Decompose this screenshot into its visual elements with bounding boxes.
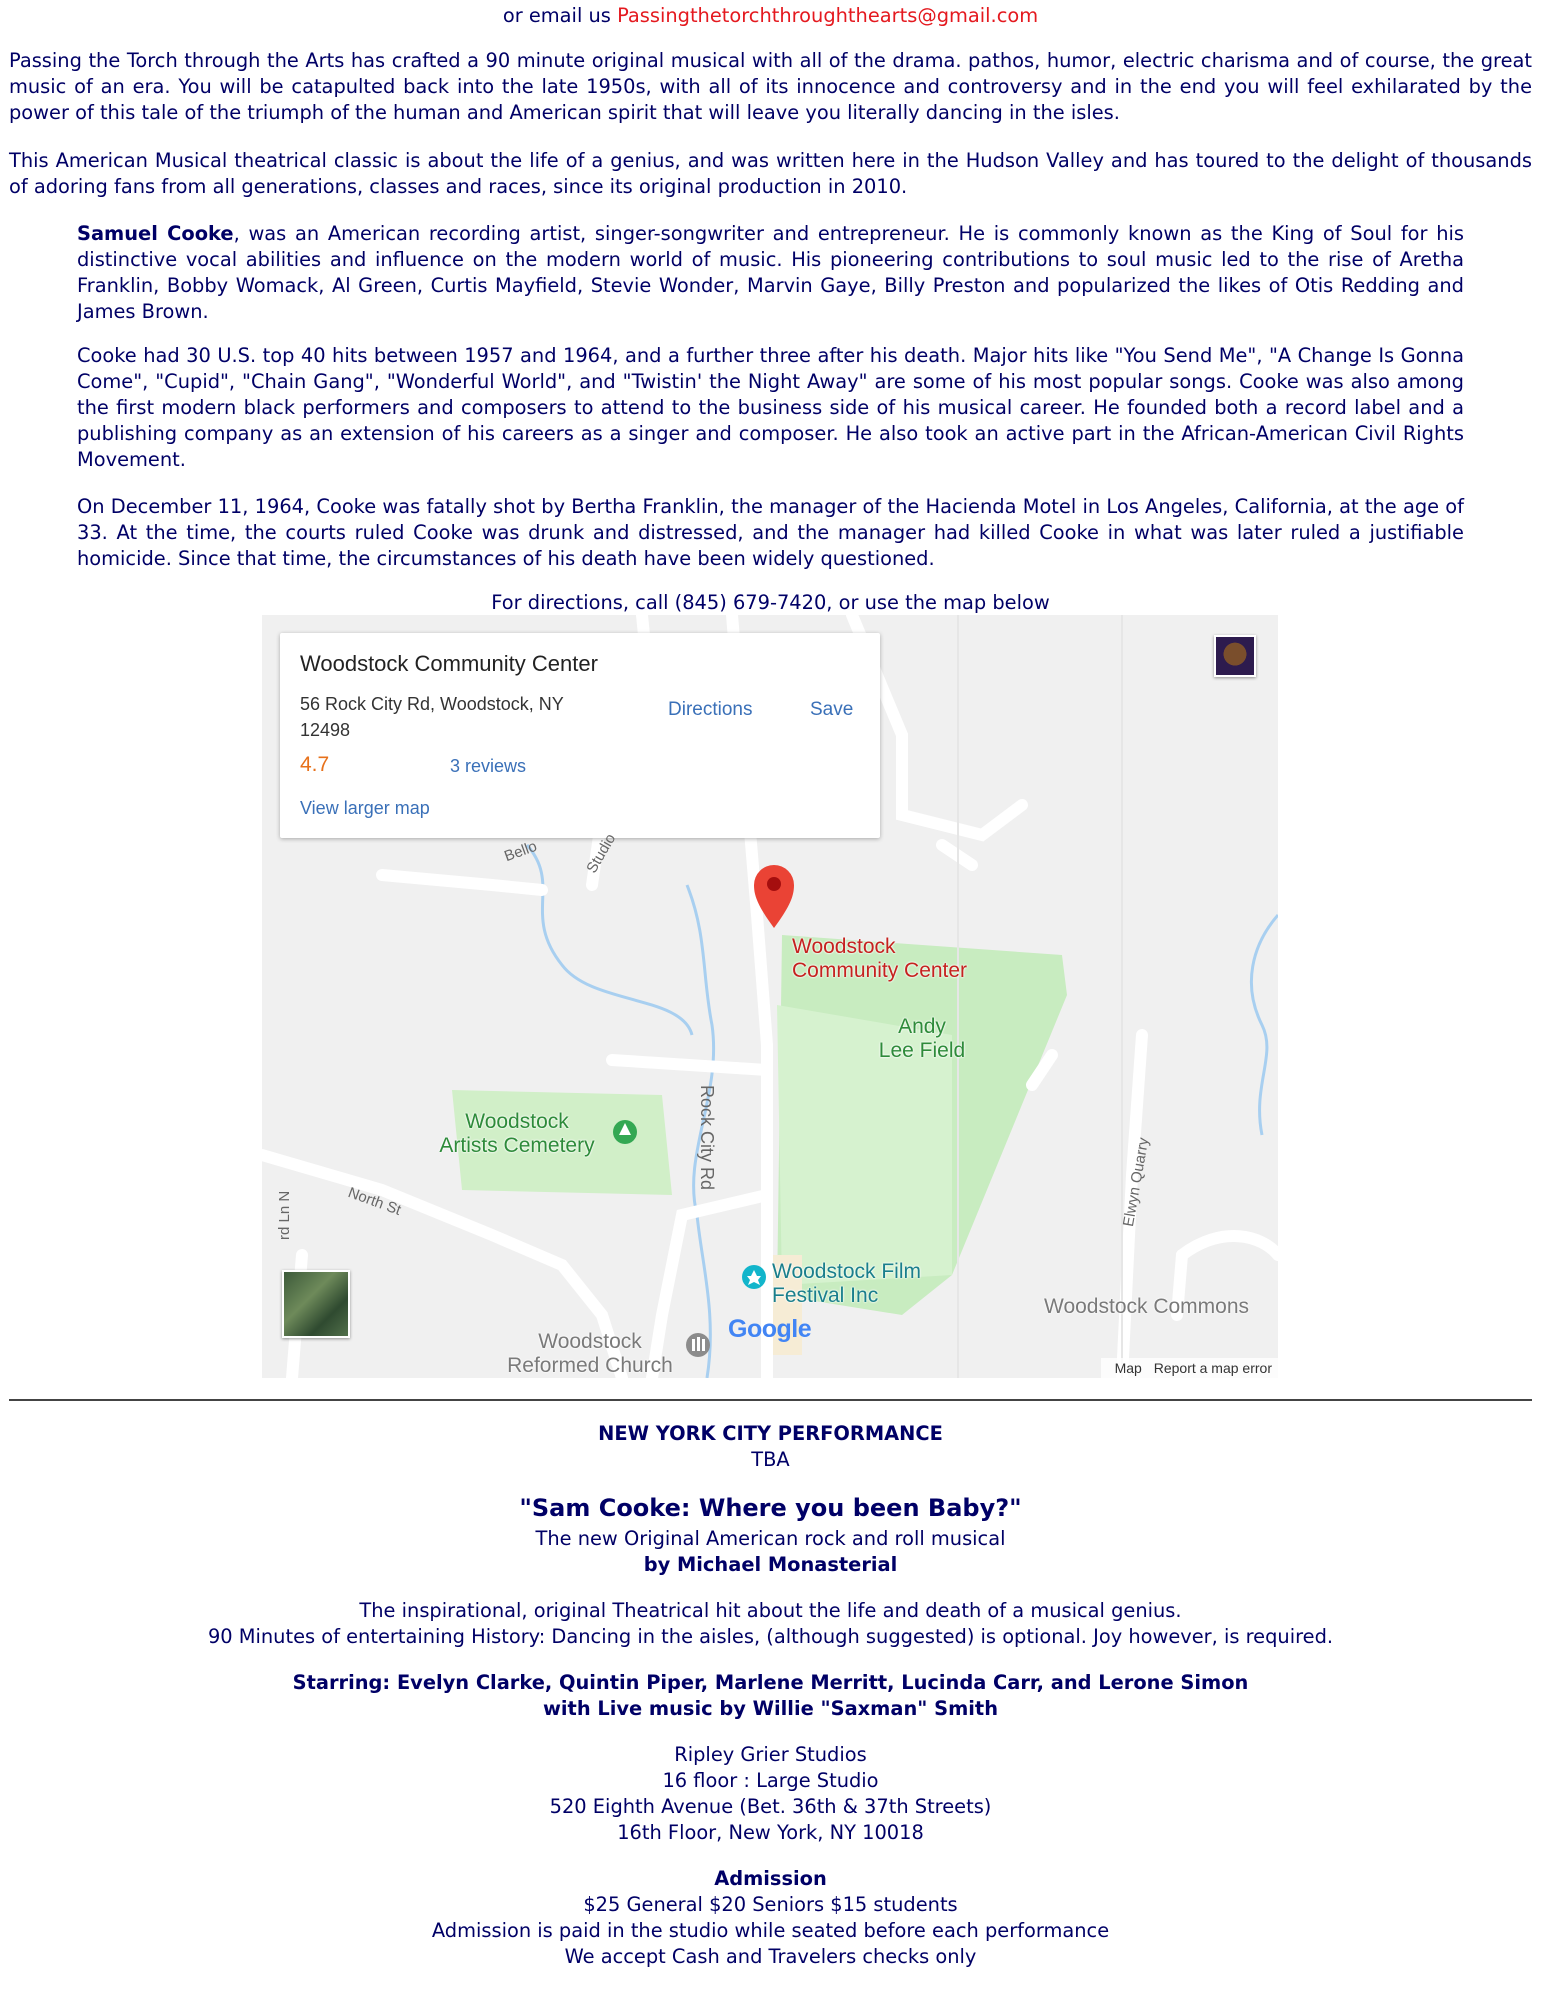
street-studio: Studio [583, 830, 620, 877]
street-north-st: North St [345, 1184, 404, 1219]
label-film-festival[interactable] [772, 1260, 921, 1308]
label-community-center[interactable] [792, 935, 967, 983]
stream [527, 845, 692, 1035]
report-map-error-link[interactable]: Report a map error [1153, 1360, 1272, 1376]
street-ln-n: rd Ln N [276, 1190, 293, 1240]
email-link[interactable]: Passingthetorchthroughthearts@gmail.com [617, 4, 1039, 27]
street-rock-city-rd: Rock City Rd [697, 1085, 717, 1191]
show-description-2: 90 Minutes of entertaining History: Dancing in the aisles, (although suggested) is optional. Joy however, is required. [207, 1625, 1334, 1648]
view-larger-map-link[interactable]: View larger map [300, 798, 430, 818]
venue-line: Ripley Grier Studios [674, 1743, 867, 1766]
street-elwyn-quarry: Elwyn Quarry [1120, 1136, 1153, 1228]
label-woodstock-commons[interactable]: Woodstock Commons [1044, 1295, 1250, 1318]
label-line: Andy [898, 1015, 946, 1038]
map-data-label: Map [1114, 1360, 1142, 1376]
admission-line: We accept Cash and Travelers checks only [564, 1945, 977, 1968]
show-subtitle: The new Original American rock and roll musical [535, 1527, 1006, 1550]
satellite-toggle[interactable] [282, 1270, 350, 1338]
street-bello: Bello [502, 837, 540, 866]
bio-name: Samuel Cooke [77, 222, 234, 245]
section-divider [9, 1399, 1532, 1401]
show-title: "Sam Cooke: Where you been Baby?" [519, 1494, 1022, 1522]
stream-3 [1251, 915, 1278, 1135]
admission-line: $25 General $20 Seniors $15 students [583, 1893, 958, 1916]
label-line: Woodstock [465, 1110, 569, 1133]
reviews-link[interactable]: 3 reviews [450, 756, 527, 776]
venue-line: 16 floor : Large Studio [662, 1769, 879, 1792]
bio-paragraph-1-text: , was an American recording artist, singer-songwriter and entrepreneur. He is commonly known as the King of Soul for his distinctive vocal abilities and influence on the modern world of music. His pioneering contributions to soul music led to the rise of Aretha Franklin, Bobby Womack, Al Green, Curtis Mayfield, Stevie Wonder, Marvin Gaye, Billy Preston and popularized the likes of Otis Redding and James Brown. [77, 222, 1464, 323]
email-line [0, 3, 1541, 29]
place-info-card [280, 633, 880, 838]
label-line: Reformed Church [507, 1354, 673, 1377]
intro-paragraph-2: This American Musical theatrical classic is about the life of a genius, and was written here in the Hudson Valley and has toured to the delight of thousands of adoring fans from all generations, classes and races, since its original production in 2010. [9, 149, 1532, 198]
label-line: Festival Inc [772, 1284, 879, 1307]
intro-paragraph: Passing the Torch through the Arts has crafted a 90 minute original musical with all of the drama. pathos, humor, electric charisma and of course, the great music of an era. You will be catapulted back into the late 1950s, with all of its innocence and controversy and in the end you will feel exhilarated by the power of this tale of the triumph of the human and American spirit that will leave you literally dancing in the isles. [9, 49, 1532, 124]
directions-link[interactable]: Directions [668, 699, 753, 720]
map-footer [1101, 1358, 1278, 1378]
admission-line: Admission is paid in the studio while seated before each performance [431, 1919, 1110, 1942]
label-line: Woodstock Film [772, 1260, 921, 1283]
label-reformed-church[interactable] [490, 1330, 690, 1378]
email-prefix: or email us [502, 4, 611, 27]
starring-line: Starring: Evelyn Clarke, Quintin Piper, Marlene Merritt, Lucinda Carr, and Lerone Simon [292, 1671, 1249, 1694]
show-description-1: The inspirational, original Theatrical hit about the life and death of a musical genius. [359, 1599, 1182, 1622]
place-title: Woodstock Community Center [300, 651, 598, 676]
google-logo: Google [728, 1315, 812, 1343]
place-address: 56 Rock City Rd, Woodstock, NY 12498 [300, 694, 564, 740]
show-author: by Michael Monasterial [643, 1553, 898, 1576]
save-link[interactable]: Save [810, 699, 854, 720]
directions-line: For directions, call (845) 679-7420, or use the map below [491, 591, 1050, 614]
nyc-tba: TBA [751, 1448, 790, 1471]
label-line: Lee Field [878, 1039, 966, 1062]
user-avatar[interactable] [1214, 635, 1256, 677]
label-line: Woodstock [538, 1330, 642, 1353]
bio-paragraph-3: On December 11, 1964, Cooke was fatally shot by Bertha Franklin, the manager of the Hacienda Motel in Los Angeles, California, at the age of 33. At the time, the courts ruled Cooke was drunk and distressed, and the manager had killed Cooke in what was later ruled a justifiable homicide. Since that time, the circumstances of his death have been widely questioned. [77, 495, 1464, 570]
venue-line: 16th Floor, New York, NY 10018 [617, 1821, 924, 1844]
venue-line: 520 Eighth Avenue (Bet. 36th & 37th Streets) [549, 1795, 992, 1818]
label-line: Artists Cemetery [439, 1134, 595, 1157]
label-line: Community Center [792, 959, 968, 982]
place-rating: 4.7 [300, 753, 330, 776]
live-music-line: with Live music by Willie "Saxman" Smith [542, 1697, 999, 1720]
label-artists-cemetery[interactable] [422, 1110, 612, 1158]
label-andy-lee-field [872, 1015, 972, 1063]
label-line: Woodstock [792, 935, 896, 958]
admission-heading: Admission [714, 1867, 827, 1890]
nyc-performance-heading: NEW YORK CITY PERFORMANCE [598, 1422, 943, 1445]
embedded-map[interactable] [262, 615, 1278, 1378]
bio-paragraph-2: Cooke had 30 U.S. top 40 hits between 1957 and 1964, and a further three after his death. Major hits like "You Send Me", "A Change Is Gonna Come", "Cupid", "Chain Gang", "Wonderful World", and "Twistin' the Night Away" are some of his most popular songs. Cooke was also among the first modern black performers and composers to attend to the business side of his musical career. He founded both a record label and a publishing company as an extension of his careers as a singer and composer. He also took an active part in the African-American Civil Rights Movement. [77, 344, 1464, 471]
bio-paragraph-1 [77, 221, 1464, 325]
